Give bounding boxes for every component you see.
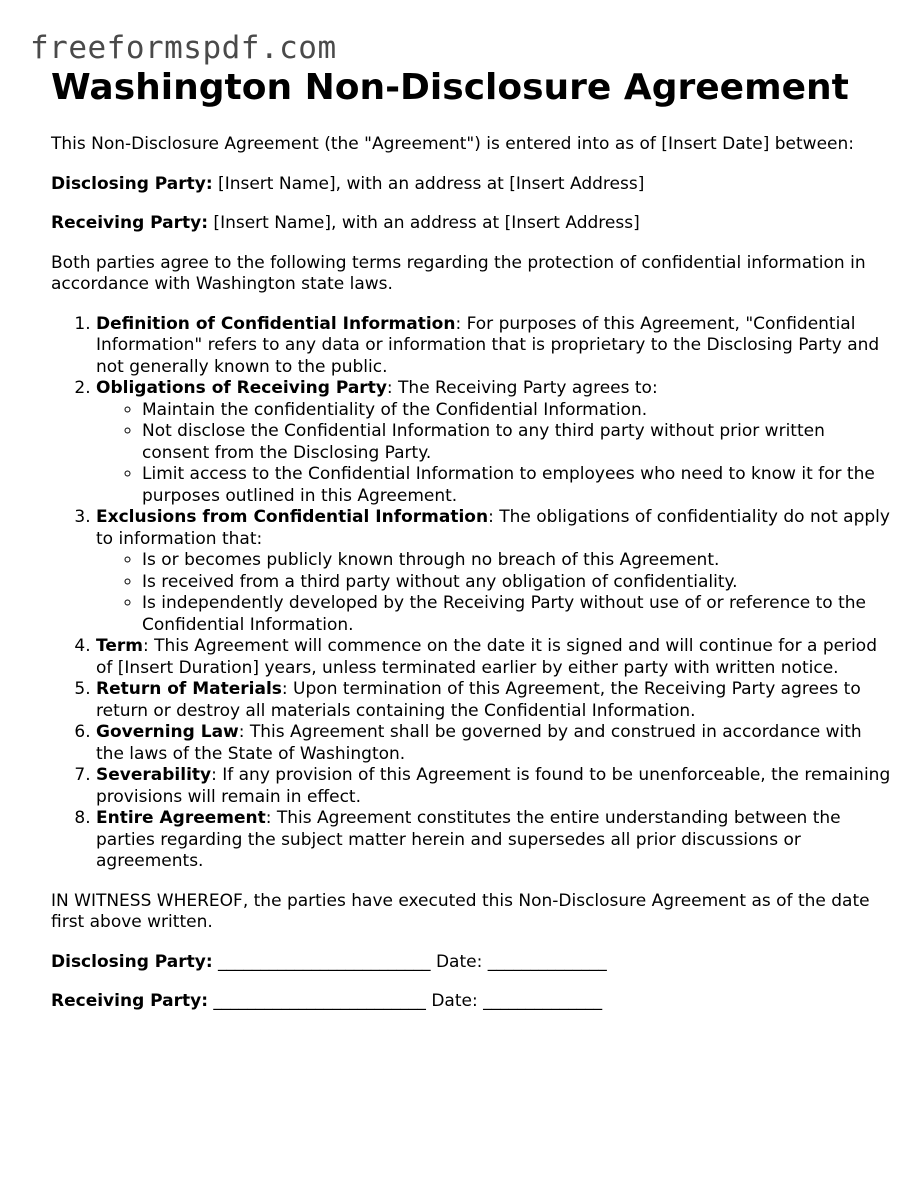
terms-list xyxy=(51,314,891,873)
sub-item: ◦ Is independently developed by the Receiving Party without use of or reference to the Confidential Information. xyxy=(142,593,891,636)
term-item xyxy=(96,808,891,873)
disclosing-signature-line xyxy=(51,952,891,974)
term-text: : Upon termination of this Agreement, the Receiving Party agrees to return or destroy all materials containing the Confidential Information. xyxy=(96,679,861,721)
disclosing-party-line xyxy=(51,174,891,196)
receiving-party-text: [Insert Name], with an address at [Insert Address] xyxy=(208,213,640,233)
exclusions-sublist xyxy=(96,550,891,636)
document-page xyxy=(51,66,891,1031)
term-text: : For purposes of this Agreement, "Confidential Information" refers to any data or information that is proprietary to the Disclosing Party and not generally known to the public. xyxy=(96,313,880,377)
term-text: : If any provision of this Agreement is found to be unenforceable, the remaining provisions will remain in effect. xyxy=(96,765,891,807)
receiving-party-label: Receiving Party: xyxy=(51,213,209,233)
term-text: : The Receiving Party agrees to: xyxy=(386,378,658,398)
disclosing-signature-blanks: _________________________ Date: ______________ xyxy=(212,951,607,972)
term-item xyxy=(96,314,891,379)
term-item xyxy=(96,507,891,636)
receiving-party-line xyxy=(51,213,891,235)
term-text: : This Agreement will commence on the date it is signed and will continue for a period of [Insert Duration] years, unless terminated earlier by either party with written notice. xyxy=(96,636,877,678)
witness-paragraph: IN WITNESS WHEREOF, the parties have executed this Non-Disclosure Agreement as of the date first above written. xyxy=(51,890,870,932)
sub-item: ◦ Is or becomes publicly known through no breach of this Agreement. xyxy=(142,550,891,572)
term-item xyxy=(96,722,891,765)
disclosing-signature-label: Disclosing Party: xyxy=(51,951,213,972)
disclosing-party-label: Disclosing Party: xyxy=(51,173,213,194)
term-heading: Obligations of Receiving Party xyxy=(96,378,387,398)
receiving-signature-line xyxy=(51,991,891,1013)
term-heading: Governing Law xyxy=(96,722,239,742)
page-title: Washington Non-Disclosure Agreement xyxy=(51,67,849,108)
preamble-paragraph: Both parties agree to the following terms regarding the protection of confidential information in accordance with Washington state laws. xyxy=(51,252,866,294)
receiving-signature-label: Receiving Party: xyxy=(51,991,209,1011)
term-text: : The obligations of confidentiality do not apply to information that: xyxy=(96,507,890,549)
term-heading: Severability xyxy=(96,765,212,785)
term-heading: Term xyxy=(96,636,143,656)
sub-item: ◦ Not disclose the Confidential Information to any third party without prior written consent from the Disclosing Party. xyxy=(142,421,891,464)
sub-item: ◦ Limit access to the Confidential Information to employees who need to know it for the purposes outlined in this Agreement. xyxy=(142,464,891,507)
obligations-sublist xyxy=(96,400,891,508)
disclosing-party-text: [Insert Name], with an address at [Insert Address] xyxy=(212,173,645,194)
term-heading: Definition of Confidential Information xyxy=(96,313,456,334)
term-heading: Exclusions from Confidential Information xyxy=(96,507,489,527)
term-item xyxy=(96,378,891,507)
watermark-text: freeformspdf.com xyxy=(30,30,337,66)
term-heading: Return of Materials xyxy=(96,679,282,699)
term-text: : This Agreement constitutes the entire understanding between the parties regarding the subject matter herein and supersedes all prior discussions or agreements. xyxy=(96,808,841,871)
term-text: : This Agreement shall be governed by and construed in accordance with the laws of the State of Washington. xyxy=(96,722,862,764)
term-item xyxy=(96,636,891,679)
sub-item: ◦ Is received from a third party without any obligation of confidentiality. xyxy=(142,572,891,594)
receiving-signature-blanks: _________________________ Date: ______________ xyxy=(208,991,603,1011)
term-item xyxy=(96,679,891,722)
intro-paragraph: This Non-Disclosure Agreement (the "Agreement") is entered into as of [Insert Date] between: xyxy=(51,134,855,154)
term-heading: Entire Agreement xyxy=(96,808,266,828)
term-item xyxy=(96,765,891,808)
sub-item: ◦ Maintain the confidentiality of the Confidential Information. xyxy=(142,400,891,422)
